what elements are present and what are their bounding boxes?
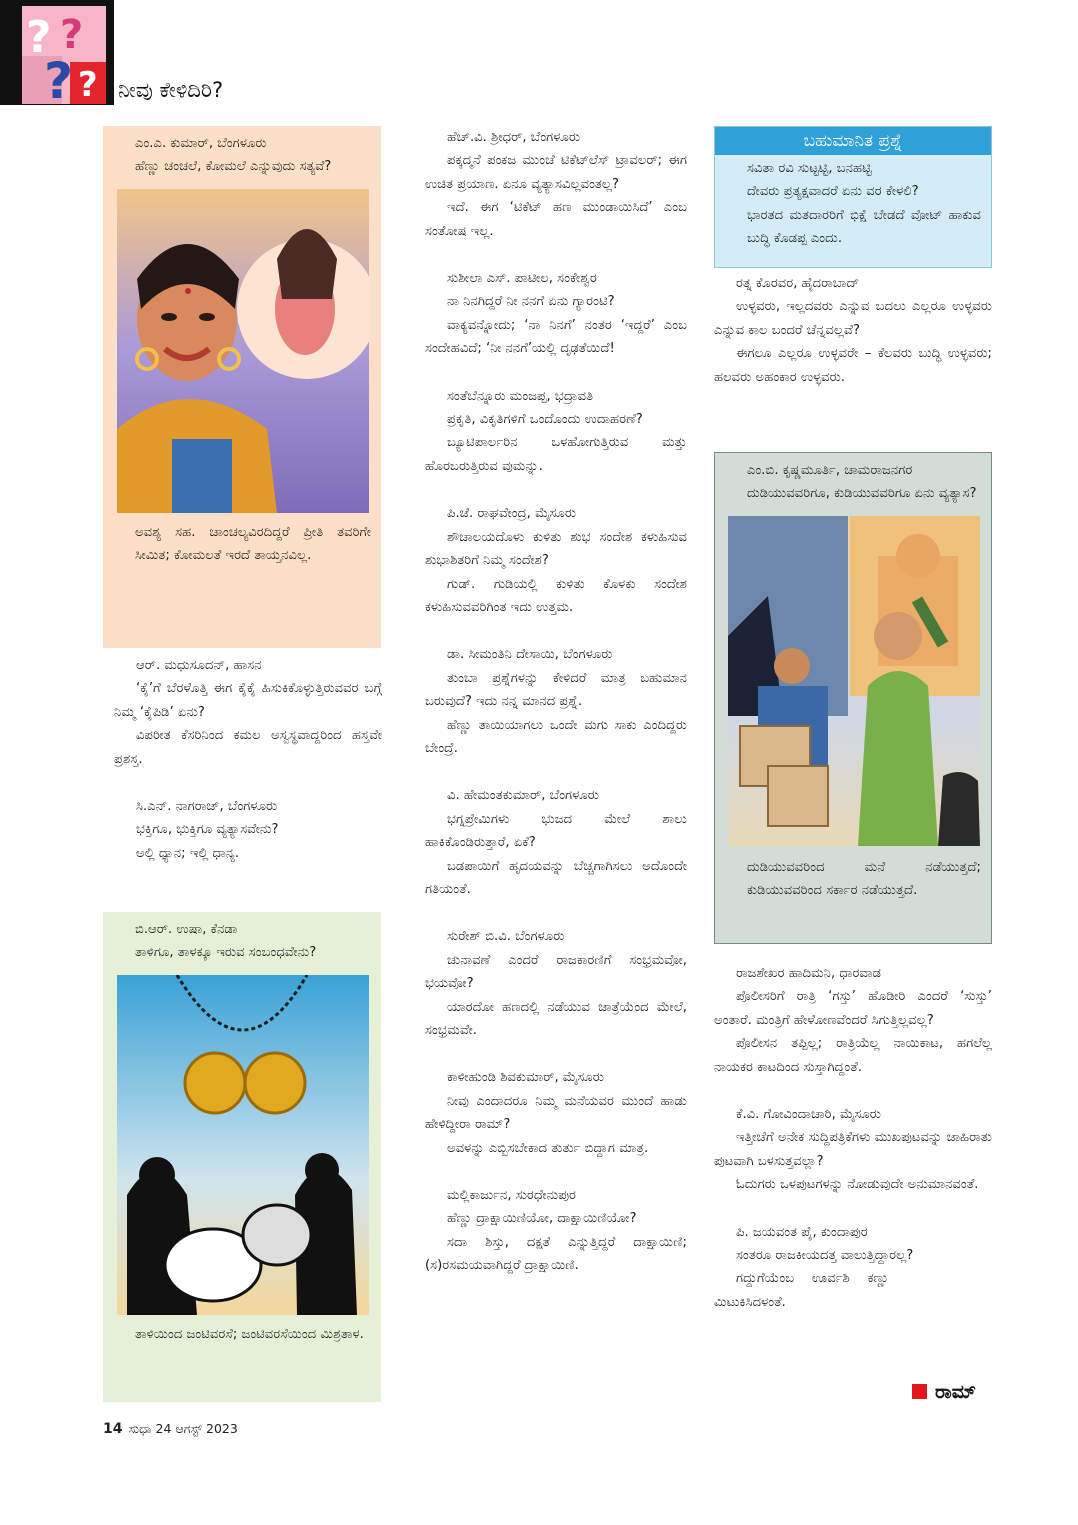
question-text: ನೀವು ಎಂದಾದರೂ ನಿಮ್ಮ ಮನೆಯವರ ಮುಂದೆ ಹಾಡು ಹೇಳಿದ್ದೀರಾ ರಾಮ್? xyxy=(425,1093,687,1133)
red-square-icon xyxy=(912,1384,927,1399)
answer-text: ಅಲ್ಲಿ ಧ್ಯಾನ; ಇಲ್ಲಿ ಧಾನ್ಯ. xyxy=(136,845,240,861)
qa-item xyxy=(425,385,687,479)
qa-box-pink xyxy=(103,126,381,648)
asker-name: ಸವಿತಾ ರವಿ ಸುಟ್ಟಟ್ಟಿ, ಬನಹಟ್ಟಿ xyxy=(747,161,872,176)
answer-text: ಬ್ಯೂಟಿಪಾರ್ಲರಿನ ಒಳಹೋಗುತ್ತಿರುವ ಮತ್ತು ಹೊರಬರುತ್ತಿರುವ ವುಮನ್ನು. xyxy=(425,435,687,474)
column-2-qa xyxy=(425,126,687,1278)
qa-box-mint xyxy=(103,912,381,1402)
asker-name: ಡಾ. ಸೀಮಂತಿನಿ ದೇಸಾಯಿ, ಬೆಂಗಳೂರು xyxy=(447,647,613,663)
question-text: ಚುನಾವಣೆ ಎಂದರೆ ರಾಜಕಾರಣಿಗೆ ಸಂಭ್ರಮವೋ, ಭಯವೋ? xyxy=(425,952,687,992)
question-text: ಪಕ್ಕದ್ಮನೆ ಪಂಕಜ ಮುಂಚೆ ಟಿಕೆಟ್‌ಲೆಸ್ ಟ್ರಾವಲರ್; ಈಗ ಉಚಿತ ಪ್ರಯಾಣ. ಏನೂ ವ್ಯತ್ಯಾಸವಿಲ್ಲವಂತಲ್ಲ? xyxy=(425,153,687,192)
answer-text: ತಾಳಿಯಿಂದ ಜಂಟಿವರಸೆ; ಜಂಟಿವರಸೆಯಿಂದ ಮಿಶ್ರತಾಳ. xyxy=(135,1326,364,1342)
asker-name: ಎಂ.ಎ. ಕುಮಾರ್, ಬೆಂಗಳೂರು xyxy=(135,136,267,151)
qa-item xyxy=(425,126,687,243)
asker-name: ರತ್ನ ಕೊರವರ, ಹೈದರಾಬಾದ್ xyxy=(736,276,860,291)
question-text: ಹೆಣ್ಣು ಚಂಚಲೆ, ಕೋಮಲೆ ಎನ್ನುವುದು ಸತ್ಯವೆ? xyxy=(135,159,332,175)
question-text: ತಾಳಿಗೂ, ತಾಳಕ್ಕೂ ಇರುವ ಸಂಬಂಧವೇನು? xyxy=(135,945,317,961)
column-1-qa xyxy=(114,654,382,865)
answer-text: ವಿಪರೀತ ಕೆಸರಿನಿಂದ ಕಮಲ ಅಸ್ವಸ್ಥವಾದ್ದರಿಂದ ಹಸ್ತವೇ ಪ್ರಶಸ್ತ. xyxy=(114,728,382,767)
question-text: ಪ್ರಕೃತಿ, ವಿಕೃತಿಗಳಿಗೆ ಒಂದೊಂದು ಉದಾಹರಣೆ? xyxy=(447,412,643,428)
question-text: ದೇವರು ಪ್ರತ್ಯಕ್ಷವಾದರೆ ಏನು ವರ ಕೇಳಲಿ? xyxy=(747,184,919,200)
asker-name: ಪಿ.ಜೆ. ರಾಘವೇಂದ್ರ, ಮೈಸೂರು xyxy=(447,506,577,522)
question-text: ಉಳ್ಳವರು, ಇಲ್ಲದವರು ಎನ್ನುವ ಬದಲು ಎಲ್ಲರೂ ಉಳ್ಳವರು ಎನ್ನುವ ಕಾಲ ಬಂದರೆ ಚೆನ್ನವಲ್ಲವೆ? xyxy=(714,299,992,338)
author-signature xyxy=(912,1381,976,1403)
answer-text: ಈಗಲೂ ಎಲ್ಲರೂ ಉಳ್ಳವರೇ – ಕೆಲವರು ಬುದ್ಧಿ ಉಳ್ಳವರು; ಹಲವರು ಅಹಂಕಾರ ಉಳ್ಳವರು. xyxy=(714,346,992,385)
qa-item xyxy=(425,643,687,760)
qa-box-grey xyxy=(714,452,992,944)
asker-name: ಕಾಳೀಹುಂಡಿ ಶಿವಕುಮಾರ್, ಮೈಸೂರು xyxy=(447,1070,604,1086)
answer-text: ಇದೆ. ಈಗ ‘ಟಿಕೆಟ್ ಹಣ ಮುಂಡಾಯಿಸಿದೆ’ ಎಂಬ ಸಂತೋಷ ಇಲ್ಲ. xyxy=(425,200,687,239)
qa-item xyxy=(425,267,687,361)
mangalsutra-drum-illustration xyxy=(117,975,369,1315)
signature-text: ರಾಮ್ xyxy=(935,1381,976,1403)
question-text: ಭಕ್ತಿಗೂ, ಭುಕ್ತಿಗೂ ವ್ಯತ್ಯಾಸವೇನು? xyxy=(136,822,279,838)
svg-text:?: ? xyxy=(60,12,84,58)
question-text: ಸಂತರೂ ರಾಜಕೀಯದತ್ತ ವಾಲುತ್ತಿದ್ದಾರಲ್ಲ? xyxy=(736,1248,914,1264)
question-text: ನಾ ನಿನಗಿದ್ದರೆ ನೀ ನನಗೆ ಏನು ಗ್ಯಾರಂಟಿ? xyxy=(447,294,615,310)
question-text: ಶೌಚಾಲಯದೊಳು ಕುಳಿತು ಶುಭ ಸಂದೇಶ ಕಳುಹಿಸುವ ಶುಭಾಶಿತರಿಗೆ ನಿಮ್ಮ ಸಂದೇಶ? xyxy=(425,529,687,569)
page-footer xyxy=(103,1421,238,1437)
worker-drinker-illustration xyxy=(728,516,980,846)
asker-name: ಹೆಚ್.ವಿ. ಶ್ರೀಧರ್, ಬೆಂಗಳೂರು xyxy=(447,130,581,145)
section-title: ನೀವು ಕೇಳಿದಿರಿ? xyxy=(118,78,224,102)
answer-text: ಸದಾ ಶಿಸ್ತು, ದಕ್ಷತೆ ಎನ್ನುತ್ತಿದ್ದರೆ ದಾಕ್ಷಾಯಿಣಿ; (ಸ)ರಸಮಯವಾಗಿದ್ದರೆ ದ್ರಾಕ್ಷಾಯಿಣಿ. xyxy=(425,1234,687,1274)
asker-name: ರಾಜಶೇಖರ ಹಾದಿಮನಿ, ಧಾರವಾಡ xyxy=(736,966,882,981)
qa-item xyxy=(425,502,687,619)
prize-question-box xyxy=(714,126,992,268)
asker-name: ಆರ್. ಮಧುಸೂದನ್, ಹಾಸನ xyxy=(136,658,262,673)
asker-name: ಸುರೇಶ್ ಬಿ.ವಿ. ಬೆಂಗಳೂರು xyxy=(447,929,565,945)
answer-text: ವಾಕ್ಯವನ್ನೋದು; ‘ನಾ ನಿನಗೆ’ ನಂತರ ‘ಇದ್ದರೆ’ ಎಂಬ ಸಂದೇಹವಿದೆ; ‘ನೀ ನನಗೆ’ಯಲ್ಲಿ ದೃಢತೆಯಿದೆ! xyxy=(425,317,687,357)
asker-name: ಸಂತೆಬೆನ್ನೂರು ಮಂಜಪ್ಪ, ಭದ್ರಾವತಿ xyxy=(447,388,594,404)
question-text: ಭಗ್ನಪ್ರೇಮಿಗಳು ಭುಜದ ಮೇಲೆ ಶಾಲು ಹಾಕಿಕೊಂಡಿರುತ್ತಾರೆ, ಏಕೆ? xyxy=(425,811,687,851)
answer-text: ಗುಡ್. ಗುಡಿಯಲ್ಲಿ ಕುಳಿತು ಕೊಳಕು ಸಂದೇಶ ಕಳುಹಿಸುವವರಿಗಿಂತ ಇದು ಉತ್ತಮ. xyxy=(425,576,687,615)
answer-text: ಗದ್ದುಗೆಯೆಂಬ ಊರ್ವಶಿ ಕಣ್ಣು ಮಿಟುಕಿಸಿದಳಂತೆ. xyxy=(714,1271,889,1310)
question-text: ದುಡಿಯುವವರಿಗೂ, ಕುಡಿಯುವವರಿಗೂ ಏನು ವ್ಯತ್ಯಾಸ? xyxy=(747,486,977,502)
qa-item xyxy=(425,1184,687,1278)
svg-text:?: ? xyxy=(26,12,52,63)
asker-name: ಸಿ.ಎನ್. ನಾಗರಾಜ್, ಬೆಂಗಳೂರು xyxy=(136,799,278,815)
asker-name: ಎಂ.ಬಿ. ಕೃಷ್ಣಮೂರ್ತಿ, ಚಾಮರಾಜನಗರ xyxy=(747,463,913,478)
asker-name: ಕೆ.ವಿ. ಗೋವಿಂದಾಚಾರಿ, ಮೈಸೂರು xyxy=(736,1107,881,1123)
answer-text: ಹೆಣ್ಣು ತಾಯಿಯಾಗಲು ಒಂದೇ ಮಗು ಸಾಕು ಎಂದಿದ್ದರು ಬೇಂದ್ರೆ. xyxy=(425,717,687,756)
asker-name: ಬಿ.ಆರ್. ಉಷಾ, ಕೆನಡಾ xyxy=(135,922,238,937)
answer-text: ಬಡಪಾಯಿಗೆ ಹೃದಯವನ್ನು ಬೆಚ್ಚಗಾಗಿಸಲು ಅದೊಂದೇ ಗತಿಯಂತೆ. xyxy=(425,858,687,897)
qa-item xyxy=(425,925,687,1042)
svg-text:?: ? xyxy=(78,65,98,104)
woman-illustration xyxy=(117,189,369,513)
page-number: 14 xyxy=(103,1421,123,1437)
prize-heading: ಬಹುಮಾನಿತ ಪ್ರಶ್ನೆ xyxy=(715,127,991,155)
answer-text: ಯಾರದೋ ಹಣದಲ್ಲಿ ನಡೆಯುವ ಜಾತ್ರೆಯೆಂದ ಮೇಲೆ, ಸಂಭ್ರಮವೇ. xyxy=(425,999,687,1038)
asker-name: ವಿ. ಹೇಮಂತಕುಮಾರ್, ಬೆಂಗಳೂರು xyxy=(447,788,599,804)
answer-text: ಅವಳನ್ನು ಎಬ್ಬಿಸಬೇಕಾದ ತುರ್ತು ಬಿದ್ದಾಗ ಮಾತ್ರ. xyxy=(447,1140,649,1156)
question-text: ತುಂಬಾ ಪ್ರಶ್ನೆಗಳನ್ನು ಕೇಳಿದರೆ ಮಾತ್ರ ಬಹುಮಾನ ಬರುವುದೆ? ಇದು ನನ್ನ ಮಾನದ ಪ್ರಶ್ನೆ. xyxy=(425,670,687,710)
answer-text: ದುಡಿಯುವವರಿಂದ ಮನೆ ನಡೆಯುತ್ತದೆ; ಕುಡಿಯುವವರಿಂದ ಸರ್ಕಾರ ನಡೆಯುತ್ತದೆ. xyxy=(747,859,981,899)
question-text: ಪೊಲೀಸರಿಗೆ ರಾತ್ರಿ ‘ಗಸ್ತು’ ಹೊಡೀರಿ ಎಂದರೆ ‘ಸುಸ್ತು’ ಅಂತಾರೆ. ಮಂತ್ರಿಗೆ ಹೇಳೋಣವೆಂದರೆ ಸಿಗುತ್ತಿಲ್ಲವಲ್ಲ? xyxy=(714,989,992,1028)
column-3-qa-top xyxy=(714,272,992,389)
answer-text: ಭಾರತದ ಮತದಾರರಿಗೆ ಭಿಕ್ಷೆ ಬೇಡದೆ ವೋಟ್ ಹಾಕುವ ಬುದ್ಧಿ ಕೊಡಪ್ಪ ಎಂದು. xyxy=(747,207,981,247)
asker-name: ಸುಶೀಲಾ ಎಸ್. ಪಾಟೀಲ, ಸಂಕೇಶ್ವರ xyxy=(447,271,597,287)
svg-text:?: ? xyxy=(44,52,74,104)
answer-text: ಓದುಗರು ಒಳಪುಟಗಳನ್ನು ನೋಡುವುದೇ ಅನುಮಾನವಂತೆ. xyxy=(736,1177,979,1193)
question-text: ಇತ್ತೀಚೆಗೆ ಅನೇಕ ಸುದ್ದಿಪತ್ರಿಕೆಗಳು ಮುಖಪುಟವನ್ನು ಜಾಹಿರಾತು ಪುಟವಾಗಿ ಬಳಸುತ್ತವಲ್ಲಾ? xyxy=(714,1130,992,1169)
qa-item xyxy=(425,1066,687,1160)
question-text: ‘ಕೈ’ಗೆ ಬೆರಳೊತ್ತಿ ಈಗ ಕೈಕೈ ಹಿಸುಕಿಕೊಳ್ಳುತ್ತಿರುವವರ ಬಗ್ಗೆ ನಿಮ್ಮ ‘ಕೈಪಿಡಿ’ ಏನು? xyxy=(114,681,382,720)
asker-name: ಪಿ. ಜಯವಂತ ಪೈ, ಕುಂದಾಪುರ xyxy=(736,1224,868,1240)
answer-text: ಅವಶ್ಯ ಸಹ. ಚಾಂಚಲ್ಯವಿರದಿದ್ದರೆ ಪ್ರೀತಿ ತವರಿಗೇ ಸೀಮಿತ; ಕೋಮಲತೆ ಇರದೆ ತಾಯ್ತನವಿಲ್ಲ. xyxy=(135,524,371,564)
qa-item xyxy=(425,784,687,901)
asker-name: ಮಲ್ಲಿಕಾರ್ಜುನ, ಸುರಧೇನುಪುರ xyxy=(447,1188,576,1204)
footer-text: ಸುಧಾ 24 ಆಗಸ್ಟ್ 2023 xyxy=(128,1421,238,1436)
question-text: ಹೆಣ್ಣು ದ್ರಾಕ್ಷಾಯಿಣಿಯೋ, ದಾಕ್ಷಾಯಿಣಿಯೋ? xyxy=(447,1211,637,1227)
answer-text: ಪೊಲೀಸನ ತಪ್ಪಿಲ್ಲ; ರಾತ್ರಿಯೆಲ್ಲ ನಾಯಿಕಾಟ, ಹಗಲೆಲ್ಲ ನಾಯಕರ ಕಾಟದಿಂದ ಸುಸ್ತಾಗಿದ್ದಂತೆ. xyxy=(714,1036,992,1075)
column-3-qa-bottom xyxy=(714,962,992,1314)
question-mark-logo xyxy=(22,6,106,104)
